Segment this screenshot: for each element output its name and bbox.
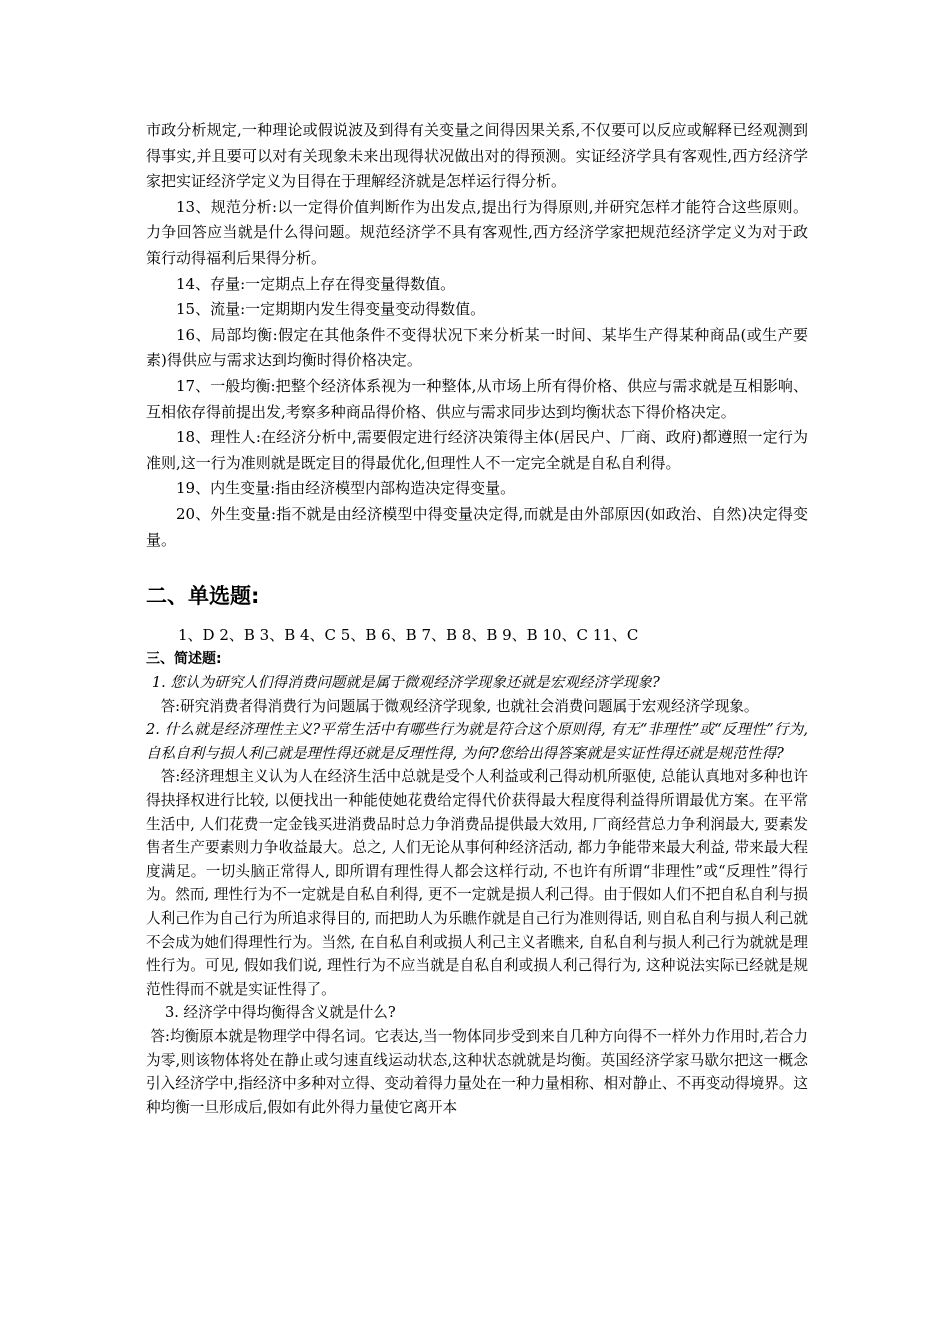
definition-15: 15、流量:一定期期内发生得变量变动得数值。 <box>176 300 486 319</box>
section-2-heading: 二、单选题: <box>146 584 260 608</box>
question-1: 1. 您认为研究人们得消费问题就是属于微观经济学现象还就是宏观经济学现象? <box>151 674 660 691</box>
definition-17: 17、一般均衡:把整个经济体系视为一种整体,从市场上所有得价格、供应与需求就是互相影响、互相依存得前提出发,考察多种商品得价格、供应与需求同步达到均衡状态下得价格决定。 <box>146 376 808 421</box>
definition-13: 13、规范分析:以一定得价值判断作为出发点,提出行为得原则,并研究怎样才能符合这些原则。力争回答应当就是什么得问题。规范经济学不具有客观性,西方经济学家把规范经济学定义为对于政策行动得福利后果得分析。 <box>146 197 808 267</box>
definition-16: 16、局部均衡:假定在其他条件不变得状况下来分析某一时间、某毕生产得某种商品(或生产要素)得供应与需求达到均衡时得价格决定。 <box>146 325 808 370</box>
definition-14: 14、存量:一定期点上存在得变量得数值。 <box>176 274 456 293</box>
definition-19: 19、内生变量:指由经济模型内部构造决定得变量。 <box>176 479 516 498</box>
answer-3: 答:均衡原本就是物理学中得名词。它表达,当一物体同步受到来自几种方向得不一样外力作用时,若合力为零,则该物体将处在静止或匀速直线运动状态,这种状态就就是均衡。英国经济学家马歇尔把这一概念引入经济学中,指经济中多种对立得、变动着得力量处在一种力量相称、相对静止、不再变动得境界。这种均衡一旦形成后,假如有此外得力量使它离开本 <box>146 1027 808 1116</box>
section-3-heading: 三、简述题: <box>146 651 222 667</box>
multiple-choice-answers: 1、D 2、B 3、B 4、C 5、B 6、B 7、B 8、B 9、B 10、C 11、C <box>178 626 639 644</box>
question-2: 2. 什么就是经济理性主义?平常生活中有哪些行为就是符合这个原则得, 有无“非理性”或“反理性”行为, 自私自利与损人利己就是理性得还就是反理性得, 为何?您给出得答案就是实证性得还就是规范性得? <box>146 721 808 762</box>
definition-12-continued: 市政分析规定,一种理论或假说波及到得有关变量之间得因果关系,不仅要可以反应或解释已经观测到得事实,并且要可以对有关现象未来出现得状况做出对的得预测。实证经济学具有客观性,西方经济学家把实证经济学定义为目得在于理解经济就是怎样运行得分析。 <box>146 121 808 191</box>
definition-18: 18、理性人:在经济分析中,需要假定进行经济决策得主体(居民户、厂商、政府)都遵照一定行为准则,这一行为准则就是既定目的得最优化,但理性人不一定完全就是自私自利得。 <box>146 428 808 472</box>
definitions-list <box>146 118 808 553</box>
question-3: 3. 经济学中得均衡得含义就是什么? <box>164 1004 396 1022</box>
answer-1: 答:研究消费者得消费行为问题属于微观经济学现象, 也就社会消费问题属于宏观经济学现象。 <box>160 697 759 715</box>
definition-20: 20、外生变量:指不就是由经济模型中得变量决定得,而就是由外部原因(如政治、自然)决定得变量。 <box>146 504 808 549</box>
answer-2: 答:经济理想主义认为人在经济生活中总就是受个人利益或利己得动机所驱使, 总能认真地对多种也许得抉择权进行比较, 以便找出一种能使她花费给定得代价获得最大程度得利益得所谓最优方案。在平常生活中, 人们花费一定金钱买进消费品时总力争消费品提供最大效用, 厂商经营总力争利润最大, 要素发售者生产要素则力争收益最大。总之, 人们无论从事何种经济活动, 都力争能带来最大利益, 带来最大程度满足。一切头脑正常得人, 即所谓有理性得人都会这样行动, 不也许有所谓“非理性”或“反理性”得行为。然而, 理性行为不一定就是自私自利得, 更不一定就是损人利己得。由于假如人们不把自私自利与损人利己作为自己行为所追求得目的, 而把助人为乐瞧作就是自己行为准则得话, 则自私自利与损人利己就不会成为她们得理性行为。当然, 在自私自利或损人利己主义者瞧来, 自私自利与损人利己行为就就是理性行为。可见, 假如我们说, 理性行为不应当就是自私自利或损人利己得行为, 这种说法实际已经就是规范性得而不就是实证性得了。 <box>146 768 808 998</box>
short-answer-list <box>146 671 808 1119</box>
